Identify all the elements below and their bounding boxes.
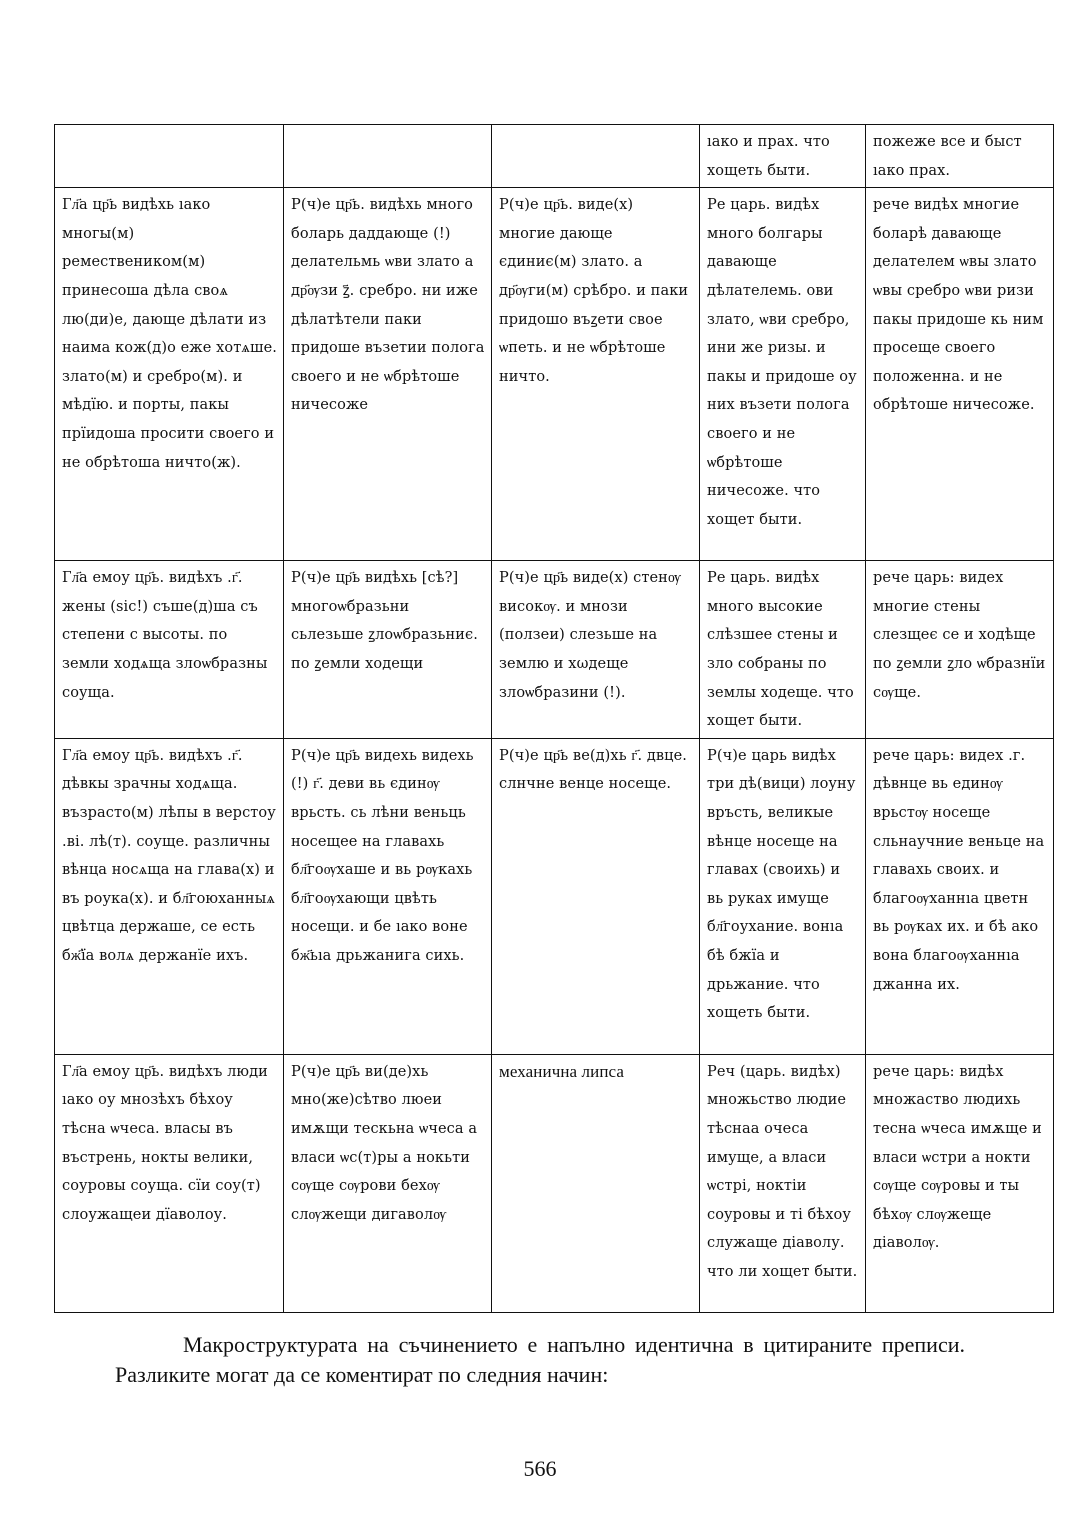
table-row bbox=[55, 1054, 1054, 1312]
table-cell: пожеже все и быст ıако прах. bbox=[866, 125, 1054, 188]
table-cell: рече видѣх многие боларѣ давающе делателем ѡвы злато ѡвы сребро ѡви ризи пакы придоше кь ним просеще своего положенна. и не обрѣтоше ничесоже. bbox=[866, 188, 1054, 561]
table-cell: Ре царь. видѣх много высокие слѣзшее стены и зло собраны по землы ходеще. что хощет быти. bbox=[700, 561, 866, 739]
table-cell: Р(ч)е цр҃ь виде(х) стенѹ високѹ. и мнози (ползеи) слезьше на землю и хωдеще злоѡбразини (!). bbox=[492, 561, 700, 739]
table-cell: Р(ч)е цр҃ь видехь видехь (!) г҃. деви вь єдинѹ врьсть. сь лѣни веньць носещее на главахь бл҃гоѹхаше и вь рѹкахь бл҃гоѹхающи цвѣть носещи. и бе ıако воне бж҃ьıа дрьжанига сихь. bbox=[284, 738, 492, 1054]
table-cell: Р(ч)е цр҃ь видѣхь [сѣ?] многоѡбразьни сьлезьше ꙁлоѡбразьниє. по ꙁемли ходещи bbox=[284, 561, 492, 739]
table-cell: Р(ч)е цр҃ь ви(де)хь мно(же)сѣтво люеи имѫщи тескьна ѡчеса а власи ѡс(т)ры а нокьти сѹще сѹрови бехѹ слѹжещи дигаволѹ bbox=[284, 1054, 492, 1312]
table-cell: Гл҃а емоу цр҃ь. видѣхъ люди ıако оу мнозѣхъ бѣхоу тѣсна ѡчеса. власы въ въстрень, нокты велики, соуровы соуща. сїи соу(т) слоужащеи дїаволоу. bbox=[55, 1054, 284, 1312]
table-cell: Р(ч)е цр҃ь. виде(х) многие дающе єдиниє(м) злато. а др҃ѹги(м) срѣбро. и паки придошо въꙁети свое ѡпеть. и не ѡбрѣтоше ничто. bbox=[492, 188, 700, 561]
table-cell bbox=[55, 125, 284, 188]
table-cell: Реч (царь. видѣх) множьство людие тѣснаа очеса имуще, а власи ѡстрi, ноктiи соуровы и тi бѣхоу служаще дiаволу. что ли хощет быти. bbox=[700, 1054, 866, 1312]
table-row bbox=[55, 561, 1054, 739]
table-cell: Р(ч)е цр҃ь. видѣхь много боларь даддающе (!) делательмь ѡви злато а др҃ѹзи ꙁ҃. сребро. ни иже дѣлатѣтели паки придоше възетии полога своего и не ѡбрѣтоше ничесоже bbox=[284, 188, 492, 561]
comparison-table bbox=[54, 124, 1054, 1313]
table-row bbox=[55, 188, 1054, 561]
table-cell: Гл҃а емоу цр҃ь. видѣхъ .г҃. жены (sic!) съше(д)ша съ степени с высоты. по земли ходѧща злоѡбразны соуща. bbox=[55, 561, 284, 739]
table-cell: рече царь: видех .г. дѣвнце вь единѹ врьстѹ носеще сльнаучние веньце на главахь своих. и благоѹханнıа цветн вь рѹках их. и бѣ ако вона благоѹханнıа джанна их. bbox=[866, 738, 1054, 1054]
table-cell: Гл҃а цр҃ь видѣхь ıако многы(м) ремествеником(м) принесоша дѣла своѧ лю(ди)е, дающе дѣлати из наима кож(д)о еже хотѧше. злато(м) и сребро(м). и мѣдїю. и порты, пакы прїидоша просити своего и не обрѣтоша ничто(ж). bbox=[55, 188, 284, 561]
table-cell bbox=[284, 125, 492, 188]
body-paragraph: Макроструктурата на съчинението е напълно идентична в цитираните преписи. Разликите могат да се коментират по следния начин: bbox=[115, 1332, 965, 1387]
table-row bbox=[55, 738, 1054, 1054]
page-number: 566 bbox=[523, 1456, 557, 1481]
table-cell: рече царь: видех многие стены слезщеє се и ходѣще по ꙁемли ꙁло ѡбразнїи сѹще. bbox=[866, 561, 1054, 739]
table-cell bbox=[492, 125, 700, 188]
table-row bbox=[55, 125, 1054, 188]
table-cell: Р(ч)е царь видѣх три дѣ(вици) лоуну връсть, великые вѣнце носеще на главах (своихь) и вь руках имуще бл҃гоухание. вонıа бѣ бжїа и дрьжание. что хощеть быти. bbox=[700, 738, 866, 1054]
table-cell: механична липса bbox=[492, 1054, 700, 1312]
table-cell: ıако и прах. что хощеть быти. bbox=[700, 125, 866, 188]
table-cell: рече царь: видѣх множаство людиxь тесна ѡчеса имѫще и власи ѡстри а нокти сѹще сѹровы и ты бѣхѹ слѹжеще дiаволѹ. bbox=[866, 1054, 1054, 1312]
table-cell: Р(ч)е цр҃ь ве(д)хь г҃. двце. слнчне венце носеще. bbox=[492, 738, 700, 1054]
table-cell: Ре царь. видѣх много болгары давающе дѣлателемь. ови злато, ѡви сребро, ини же ризы. и пакы и придоше оу них възети полога своего и не ѡбрѣтоше ничесоже. что хощет быти. bbox=[700, 188, 866, 561]
table-cell: Гл҃а емоу цр҃ь. видѣхъ .г҃. дѣвкы зрачны ходѧща. възрасто(м) лѣпы в верстоу .ві. лѣ(т). соуще. различны вѣнца носѧща на глава(х) и въ роука(х). и бл҃гоюханныѧ цвѣтца держаше, се есть бж҃їа волѧ держанїе ихъ. bbox=[55, 738, 284, 1054]
